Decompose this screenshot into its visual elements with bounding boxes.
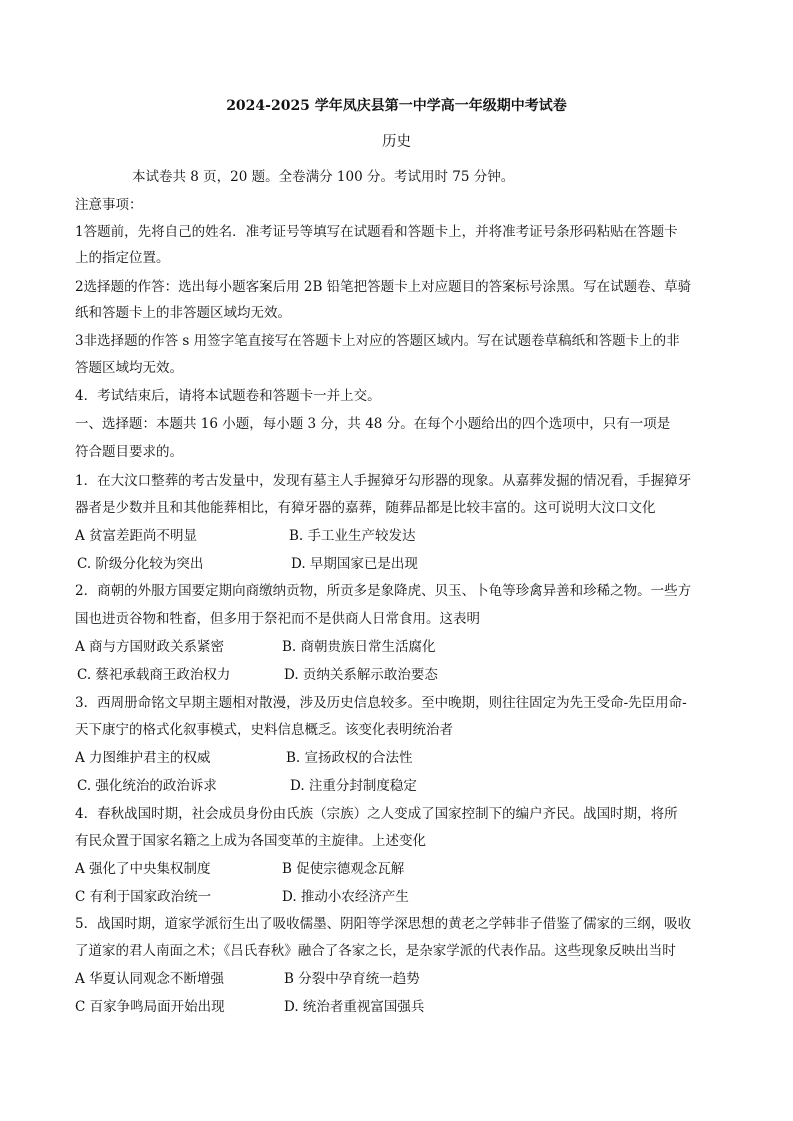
question-5-option-b: B 分裂中孕育统一趋势 <box>284 971 420 987</box>
question-1-stem-line-2: 器者是少数并且和其他能葬相比，有獐牙器的嘉葬，随葬品都是比较丰富的。这可说明大汶口文化 <box>75 500 656 516</box>
question-4-option-d: D. 推动小农经济产生 <box>282 889 409 905</box>
question-1-option-a: A 贫富差距尚不明显 <box>75 528 198 544</box>
note-2-line-2: 纸和答题卡上的非答题区域均无效。 <box>75 305 291 321</box>
exam-title: 2024-2025 学年凤庆县第一中学高一年级期中考试卷 <box>226 98 567 114</box>
question-2-option-b: B. 商朝贵族日常生活腐化 <box>282 639 436 655</box>
note-3-line-2: 答题区域均无效。 <box>75 360 183 376</box>
question-4-option-b: B 促使宗德观念瓦解 <box>282 861 405 877</box>
question-5-option-a: A 华夏认同观念不断增强 <box>75 971 225 987</box>
question-3-option-b: B. 宣扬政权的合法性 <box>286 750 413 766</box>
question-2-stem-line-1: 2．商朝的外服方国要定期向商缴纳贡物，所贡多是象降虎、贝玉、卜龟等珍禽异善和珍稀之物。一些方 <box>75 583 692 599</box>
question-3-stem-line-2: 天下康宁的格式化叙事模式，史料信息概乏。该变化表明统治者 <box>75 722 453 738</box>
question-3-option-d: D. 注重分封制度稳定 <box>290 778 417 794</box>
question-3-option-c: C. 强化统治的政治诉求 <box>77 778 217 794</box>
question-1-option-c: C. 阶级分化较为突出 <box>77 556 204 572</box>
question-2-option-a: A 商与方国财政关系紧密 <box>75 639 225 655</box>
section-1-heading-cont: 符合题目要求的。 <box>75 444 183 460</box>
question-3-option-a: A 力图维护君主的权威 <box>75 750 211 766</box>
exam-subject: 历史 <box>382 134 411 150</box>
question-2-stem-line-2: 国也进贡谷物和牲畜，但多用于祭祀而不是供商人日常食用。这表明 <box>75 611 480 627</box>
section-1-heading: 一、选择题：本题共 16 小题，每小题 3 分，共 48 分。在每个小题给出的四个选项中，只有一项是 <box>75 416 671 432</box>
note-4: 4．考试结束后，请将本试题卷和答题卡一并上交。 <box>75 388 381 404</box>
exam-intro: 本试卷共 8 页，20 题。全卷满分 100 分。考试用时 75 分钟。 <box>132 169 515 185</box>
question-1-option-d: D. 早期国家已是出现 <box>291 556 418 572</box>
note-1-line-1: 1答题前，先将自己的姓名．准考证号等填写在试题看和答题卡上，并将准考证号条形码粘贴在答题卡 <box>75 224 678 240</box>
question-4-stem-line-2: 有民众置于国家名籍之上成为各国变革的主旋律。上述变化 <box>75 833 426 849</box>
note-3-line-1: 3非选择题的作答 s 用签字笔直接写在答题卡上对应的答题区域内。写在试题卷草稿纸和答题卡上的非 <box>75 333 680 349</box>
question-4-option-c: C 有利于国家政治统一 <box>75 889 212 905</box>
question-5-option-c: C 百家争鸣局面开始出现 <box>75 999 225 1015</box>
question-1-stem-line-1: 1．在大汶口整葬的考古发量中，发现有墓主人手握獐牙勾形器的现象。从嘉葬发掘的情况看，手握獐牙 <box>75 473 692 489</box>
note-1-line-2: 上的指定位置。 <box>75 250 170 266</box>
note-2-line-1: 2选择题的作答：选出每小题客案后用 2B 铅笔把答题卡上对应题目的答案标号涂黑。写在试题卷、草骑 <box>75 279 692 295</box>
question-2-option-d: D. 贡纳关系解示敢治要态 <box>284 667 438 683</box>
question-5-stem-line-2: 了道家的君人南面之术；《吕氏春秋》融合了各家之长，是杂家学派的代表作品。这些现象反映出当时 <box>75 943 676 959</box>
notes-heading: 注意事项： <box>75 197 143 213</box>
question-1-option-b: B. 手工业生产较发达 <box>289 528 416 544</box>
question-4-option-a: A 强化了中央集权制度 <box>75 861 211 877</box>
question-3-stem-line-1: 3．西周册命铭文早期主题相对散漫，涉及历史信息较多。至中晚期，则往往固定为先王受命-先臣用命- <box>75 695 687 711</box>
question-5-stem-line-1: 5．战国时期，道家学派衍生出了吸收儒墨、阴阳等学深思想的黄老之学韩非子借鉴了儒家的三纲，吸收 <box>75 916 692 932</box>
question-2-option-c: C. 蔡祀承载商王政治权力 <box>77 667 231 683</box>
question-4-stem-line-1: 4．春秋战国时期，社会成员身份由氏族（宗族）之人变成了国家控制下的编户齐民。战国时期，将所 <box>75 806 678 822</box>
question-5-option-d: D. 统治者重视富国强兵 <box>284 999 425 1015</box>
